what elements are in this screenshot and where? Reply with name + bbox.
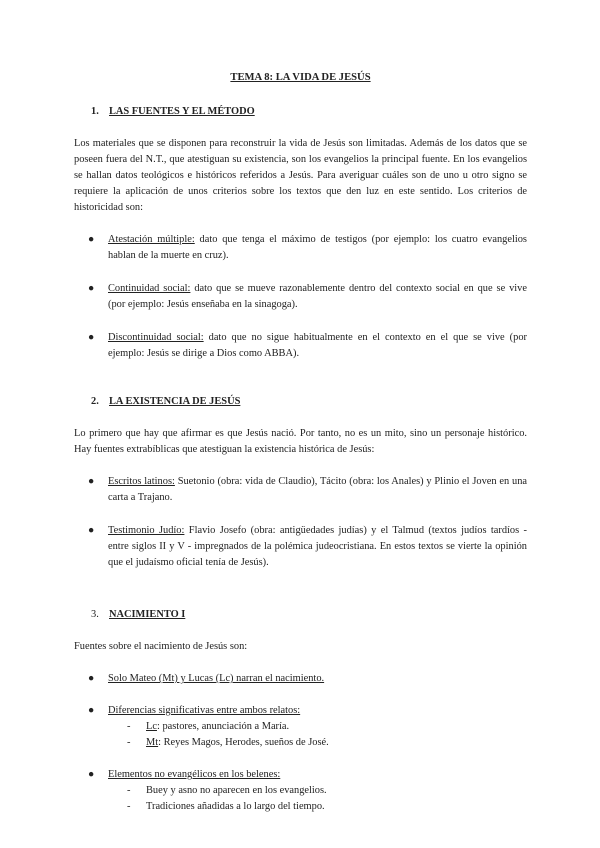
section-heading [91, 104, 527, 120]
section-fuentes-metodo [74, 104, 527, 362]
criteria-list [74, 232, 527, 362]
sub-list [108, 719, 527, 751]
bullet-icon: ● [88, 769, 95, 780]
list-item [74, 703, 527, 751]
sub-list [108, 783, 527, 815]
dash-icon: - [127, 785, 131, 796]
sub-term: Lc [146, 721, 157, 732]
section-intro: Fuentes sobre el nacimiento de Jesús son: [74, 641, 248, 652]
sub-item [127, 783, 527, 799]
birth-sources-list [74, 671, 527, 815]
list-item [74, 281, 527, 313]
sub-term: Mt [146, 737, 159, 748]
dash-icon: - [127, 721, 131, 732]
item-term: Testimonio Judío: [108, 525, 185, 536]
section-nacimiento [74, 607, 527, 815]
section-existencia [74, 394, 527, 571]
section-number: 2. [91, 396, 99, 407]
item-term: Escritos latinos: [108, 476, 175, 487]
bullet-icon: ● [88, 332, 95, 343]
item-term: Solo Mateo (Mt) y Lucas (Lc) narran el nacimiento. [108, 673, 325, 684]
sources-list [74, 474, 527, 571]
list-item [74, 474, 527, 506]
list-item [74, 523, 527, 571]
dash-icon: - [127, 801, 131, 812]
section-title: LA EXISTENCIA DE JESÚS [109, 396, 241, 407]
section-heading [91, 394, 527, 410]
sub-item [127, 799, 527, 815]
item-term: Elementos no evangélicos en los belenes: [108, 769, 281, 780]
item-text: dato que se mueve razonablemente dentro del contexto social en que se vive (por ejemplo: Jesús enseñaba en la sinagoga). [108, 283, 527, 310]
bullet-icon: ● [88, 525, 95, 536]
section-title: LAS FUENTES Y EL MÉTODO [109, 106, 255, 117]
item-term: Discontinuidad social: [108, 332, 204, 343]
sub-text: : Reyes Magos, Herodes, sueños de José. [158, 737, 329, 748]
list-item [74, 767, 527, 815]
bullet-icon: ● [88, 705, 95, 716]
dash-icon: - [127, 737, 131, 748]
sub-text: Buey y asno no aparecen en los evangelios. [146, 785, 327, 796]
list-item [74, 232, 527, 264]
list-item [74, 671, 527, 687]
item-text: dato que tenga el máximo de testigos (por ejemplo: los cuatro evangelios hablan de la muerte en cruz). [108, 234, 527, 261]
item-term: Atestación múltiple: [108, 234, 195, 245]
bullet-icon: ● [88, 283, 95, 294]
section-number: 1. [91, 106, 99, 117]
sub-text: Tradiciones añadidas a lo largo del tiempo. [146, 801, 325, 812]
section-intro: Lo primero que hay que afirmar es que Jesús nació. Por tanto, no es un mito, sino un personaje histórico. Hay fuentes extrabíblicas que atestiguan la existencia histórica de Jesús: [74, 428, 527, 455]
item-term: Continuidad social: [108, 283, 191, 294]
document-page [74, 70, 527, 815]
section-intro: Los materiales que se disponen para reconstruir la vida de Jesús son limitadas. Además de los datos que se poseen fuera del N.T., que atestiguan su existencia, son los evangelios la principal fuente. En los evangelios se hallan datos teológicos e históricos referidos a Jesús. Para averiguar cuáles son de uno u otro signo se requiere la aplicación de unos criterios sobre los textos que den luz en este sentido. Los criterios de historicidad son: [74, 138, 527, 213]
item-text: Suetonio (obra: vida de Claudio), Tácito (obra: los Anales) y Plinio el Joven en una carta a Trajano. [108, 476, 528, 503]
section-title: NACIMIENTO I [109, 609, 186, 620]
bullet-icon: ● [88, 234, 95, 245]
section-heading [91, 607, 527, 623]
page-title: TEMA 8: LA VIDA DE JESÚS [230, 72, 371, 83]
sub-item [127, 735, 527, 751]
section-number: 3. [91, 609, 99, 620]
item-text: dato que no sigue habitualmente en el contexto en el que se vive (por ejemplo: Jesús se dirige a Dios como ABBA). [108, 332, 527, 359]
item-term: Diferencias significativas entre ambos relatos: [108, 705, 301, 716]
list-item [74, 330, 527, 362]
sub-item [127, 719, 527, 735]
bullet-icon: ● [88, 476, 95, 487]
bullet-icon: ● [88, 673, 95, 684]
item-text: Flavio Josefo (obra: antigüedades judías) y el Talmud (textos judíos tardíos - entre siglos II y V - impregnados de la polémica judeocristiana. En estos textos se vierte la opinión que el judaísmo oficial tenía de Jesús). [108, 525, 527, 568]
sub-text: : pastores, anunciación a María. [156, 721, 290, 732]
